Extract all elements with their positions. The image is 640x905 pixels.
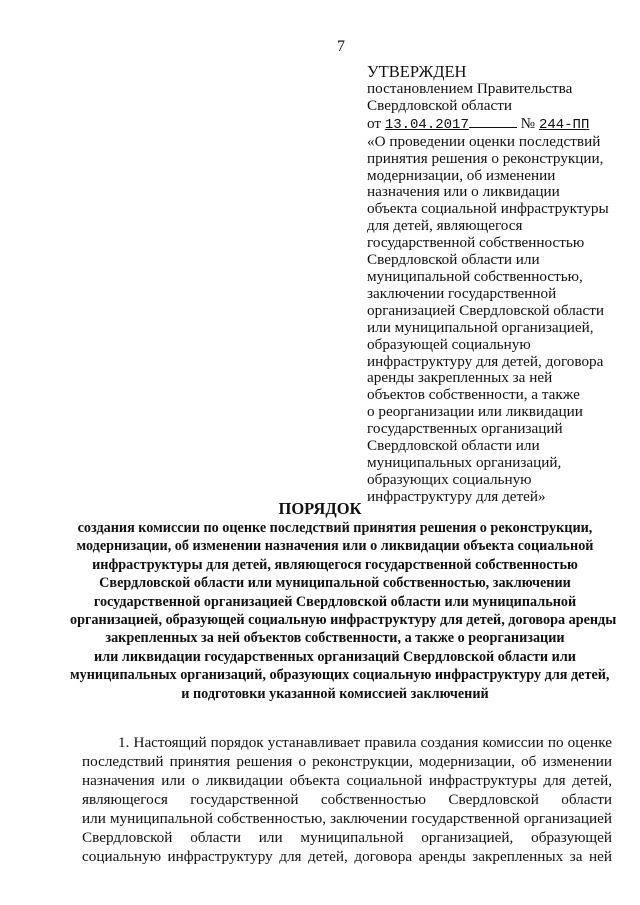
resolution-title-line: заключении государственной bbox=[367, 284, 557, 302]
paragraph-1 bbox=[82, 733, 612, 866]
resolution-title-line: объектов собственности, а также bbox=[367, 386, 580, 404]
region-line: Свердловской области bbox=[367, 96, 512, 114]
paragraph-line: 1. Настоящий порядок устанавливает правила создания комиссии по оценке bbox=[118, 734, 612, 751]
resolution-title-line: государственных организаций bbox=[367, 420, 563, 438]
subtitle-line: модернизации, об изменении назначения или о ликвидации объекта социальной bbox=[76, 538, 594, 555]
paragraph-line: социальную инфраструктуру для детей, договора аренды закрепленных за ней bbox=[82, 848, 612, 865]
resolution-title-line: образующих социальную bbox=[367, 470, 532, 488]
paragraph-line: назначения или о ликвидации объекта социальной инфраструктуры для детей, bbox=[82, 772, 612, 789]
date-number-line bbox=[367, 115, 629, 134]
subtitle-line: инфраструктуры для детей, являющегося государственной собственностью bbox=[92, 556, 578, 573]
resolution-title-line: инфраструктуру для детей» bbox=[367, 487, 546, 505]
resolution-title-line: принятия решения о реконструкции, bbox=[367, 149, 604, 167]
paragraph-line: или муниципальной собственностью, заключении государственной организацией bbox=[82, 810, 612, 827]
date-prefix: от bbox=[367, 114, 382, 132]
paragraph-line: являющегося государственной собственностью Свердловской области bbox=[82, 791, 612, 808]
resolution-title-line: муниципальной собственностью, bbox=[367, 267, 583, 285]
subtitle-line: организацией, образующей социальную инфраструктуру для детей, договора аренды bbox=[70, 612, 617, 629]
paragraph-line: последствий принятия решения о реконструкции, модернизации, об изменении bbox=[82, 753, 612, 770]
resolution-title-line: Свердловской области или bbox=[367, 251, 540, 269]
date-blank-line bbox=[469, 115, 517, 128]
page-number: 7 bbox=[337, 38, 345, 55]
subtitle-line: создания комиссии по оценке последствий принятия решения о реконструкции, bbox=[77, 520, 593, 536]
resolution-title-line: государственной собственностью bbox=[367, 234, 585, 252]
subtitle-line: и подготовки указанной комиссией заключений bbox=[181, 685, 489, 702]
resolution-title-line: инфраструктуру для детей, договора bbox=[367, 352, 604, 370]
document-subtitle bbox=[70, 519, 617, 703]
resolution-title-line: назначения или о ликвидации bbox=[367, 183, 560, 201]
approved-stamp: УТВЕРЖДЕН bbox=[367, 62, 467, 81]
resolution-title-line: модернизации, об изменении bbox=[367, 166, 556, 184]
resolution-number: 244-ПП bbox=[538, 116, 590, 133]
resolution-title-line: образующей социальную bbox=[367, 335, 531, 353]
subtitle-line: государственной организацией Свердловской области или муниципальной bbox=[93, 593, 577, 610]
resolution-title-line: о реорганизации или ликвидации bbox=[367, 403, 583, 421]
resolution-title-line: «О проведении оценки последствий bbox=[367, 132, 601, 150]
number-prefix: № bbox=[520, 114, 536, 132]
subtitle-line: Свердловской области или муниципальной собственностью, заключении bbox=[99, 575, 571, 592]
resolution-title-line: Свердловской области или bbox=[367, 437, 540, 455]
approval-block bbox=[367, 62, 629, 506]
resolution-date: 13.04.2017 bbox=[384, 116, 469, 133]
resolution-title-line: для детей, являющегося bbox=[367, 217, 523, 235]
resolution-title-line: аренды закрепленных за ней bbox=[367, 369, 553, 387]
resolution-title-line: или муниципальной организацией, bbox=[367, 318, 594, 336]
subtitle-line: муниципальных организаций, образующих социальную инфраструктуру для детей, bbox=[70, 667, 610, 684]
resolution-title-line: организацией Свердловской области bbox=[367, 301, 605, 319]
paragraph-line: Свердловской области или муниципальной организацией, образующей bbox=[82, 829, 612, 846]
resolution-title-line: муниципальных организаций, bbox=[367, 453, 562, 471]
document-title: ПОРЯДОК bbox=[278, 499, 362, 518]
resolution-title-line: объекта социальной инфраструктуры bbox=[367, 200, 609, 218]
subtitle-line: или ликвидации государственных организаций Свердловской области или bbox=[94, 648, 576, 665]
approved-by-line: постановлением Правительства bbox=[367, 80, 573, 97]
subtitle-line: закрепленных за ней объектов собственности, а также о реорганизации bbox=[105, 630, 565, 647]
